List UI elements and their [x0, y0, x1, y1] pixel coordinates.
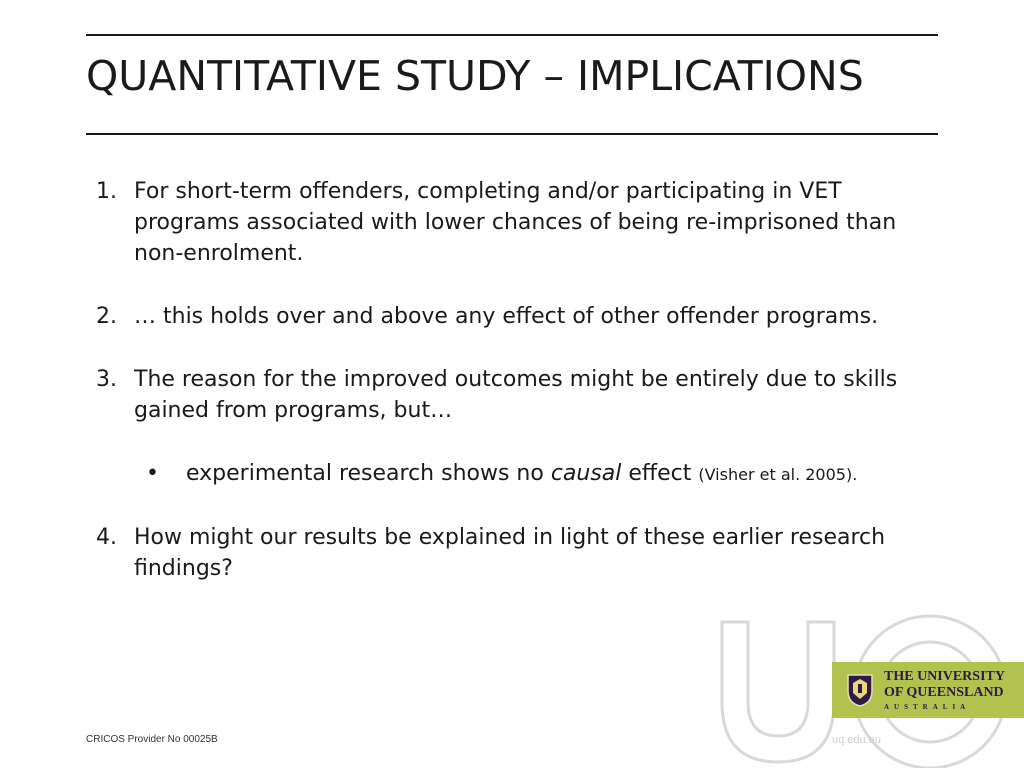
logo-line-1: THE UNIVERSITY [884, 669, 1005, 684]
list-number: 2. [96, 304, 117, 329]
title-bottom-rule [86, 133, 938, 135]
list-text: The reason for the improved outcomes might be entirely due to skills gained from programs, but… [134, 367, 898, 423]
list-item-2 [96, 301, 936, 332]
list-item-1 [96, 176, 936, 269]
list-text: … this holds over and above any effect of other offender programs. [134, 304, 879, 329]
list-number: 4. [96, 525, 117, 550]
list-text: For short-term offenders, completing and/or participating in VET programs associated with lower chances of being re-imprisoned than non-enrolment. [134, 179, 897, 266]
university-logo [832, 662, 1024, 718]
logo-text [884, 669, 1005, 711]
sub-bullet [96, 458, 936, 490]
footer-url: uq.edu.au [832, 734, 881, 746]
list-number: 1. [96, 179, 117, 204]
list-item-4 [96, 522, 936, 584]
slide-content [96, 176, 936, 584]
list-item-3 [96, 364, 936, 426]
bullet-emphasis: causal [550, 461, 622, 486]
bullet-symbol: • [146, 461, 159, 486]
logo-line-2: OF QUEENSLAND [884, 685, 1004, 700]
list-number: 3. [96, 367, 117, 392]
list-text: How might our results be explained in light of these earlier research findings? [134, 525, 886, 581]
crest-icon [846, 673, 874, 707]
logo-line-3: AUSTRALIA [884, 703, 971, 711]
title-top-rule [86, 34, 938, 36]
cricos-footer: CRICOS Provider No 00025B [86, 734, 218, 745]
citation: (Visher et al. 2005). [698, 465, 858, 484]
slide-title: QUANTITATIVE STUDY – IMPLICATIONS [86, 52, 864, 100]
bullet-text: experimental research shows no [186, 461, 551, 486]
bullet-text-after: effect [621, 461, 699, 486]
